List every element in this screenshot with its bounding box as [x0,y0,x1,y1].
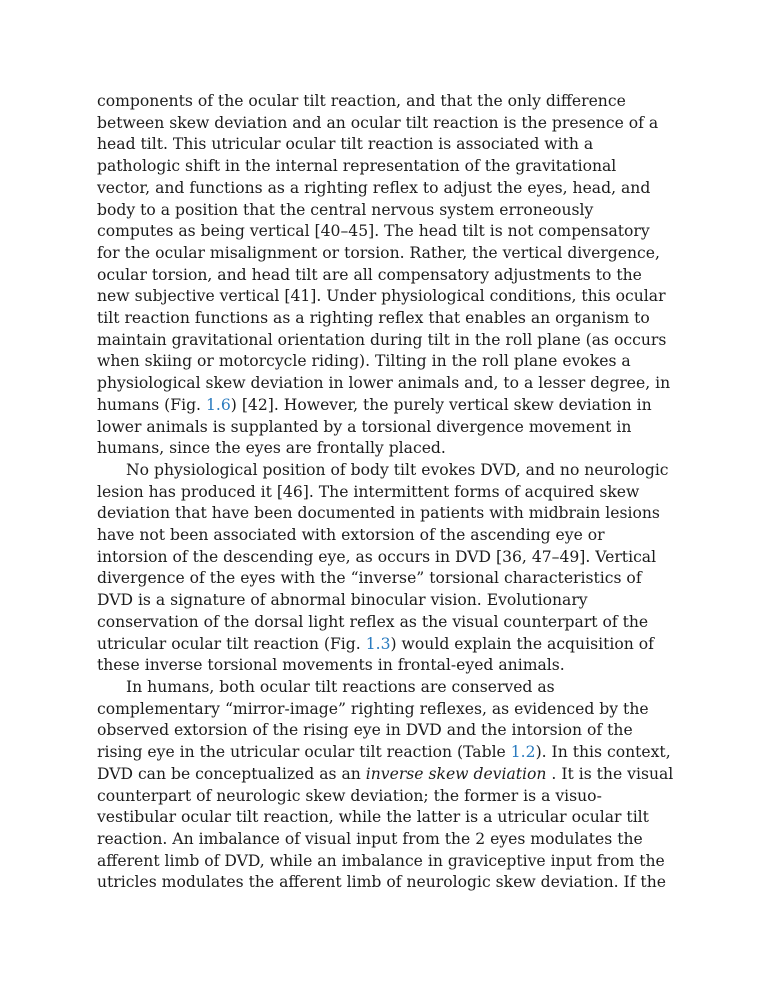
text-run: humans (Fig. [97,395,206,414]
text-run: pathologic shift in the internal representation of the gravitational [97,157,617,176]
text-line [97,720,677,742]
text-run: vector, and functions as a righting reflex to adjust the eyes, head, and [97,178,651,197]
text-run: . It is the visual [546,764,674,783]
text-run: vestibular ocular tilt reaction, while the latter is a utricular ocular tilt [97,808,649,827]
text-line [97,547,677,569]
text-run: complementary “mirror-image” righting reflexes, as evidenced by the [97,699,649,718]
text-run: physiological skew deviation in lower animals and, to a lesser degree, in [97,374,671,393]
text-line [97,699,677,721]
text-run: for the ocular misalignment or torsion. Rather, the vertical divergence, [97,243,660,262]
text-line [97,503,677,525]
text-line [97,851,677,873]
text-run: body to a position that the central nervous system erroneously [97,200,594,219]
text-line [97,612,677,634]
text-run: components of the ocular tilt reaction, and that the only difference [97,92,626,110]
text-line [97,677,677,699]
text-run: new subjective vertical [41]. Under physiological conditions, this ocular [97,287,666,306]
text-run: DVD can be conceptualized as an [97,764,366,783]
text-line [97,286,677,308]
text-line [97,742,677,764]
text-line [97,482,677,504]
text-run: DVD is a signature of abnormal binocular vision. Evolutionary [97,591,588,610]
text-line [97,265,677,287]
text-line [97,373,677,395]
document-page [97,91,677,894]
text-run: observed extorsion of the rising eye in DVD and the intorsion of the [97,721,633,740]
figure-reference-link[interactable]: 1.2 [510,743,536,762]
text-run: rising eye in the utricular ocular tilt reaction (Table [97,743,511,762]
text-line [97,807,677,829]
text-line [97,156,677,178]
text-line [97,134,677,156]
text-run: ) [42]. However, the purely vertical skew deviation in [230,395,652,414]
text-run: lower animals is supplanted by a torsional divergence movement in [97,417,632,436]
text-run: No physiological position of body tilt evokes DVD, and no neurologic [126,460,669,479]
text-run: ). In this context, [535,743,671,762]
text-run: intorsion of the descending eye, as occurs in DVD [36, 47–49]. Vertical [97,547,657,566]
text-run: these inverse torsional movements in frontal-eyed animals. [97,656,565,675]
figure-reference-link[interactable]: 1.6 [205,395,231,414]
text-run: head tilt. This utricular ocular tilt reaction is associated with a [97,135,594,154]
text-line [97,655,677,677]
text-line [97,91,677,113]
text-line [97,330,677,352]
text-run: when skiing or motorcycle riding). Tilting in the roll plane evokes a [97,352,631,371]
text-line [97,764,677,786]
text-line [97,872,677,894]
text-line [97,395,677,417]
text-run: ) would explain the acquisition of [390,634,654,653]
paragraph [97,91,677,460]
text-line [97,525,677,547]
text-run: humans, since the eyes are frontally placed. [97,439,446,458]
text-run: computes as being vertical [40–45]. The head tilt is not compensatory [97,222,650,241]
emphasized-text: inverse skew deviation [365,764,547,783]
text-line [97,590,677,612]
text-run: In humans, both ocular tilt reactions are conserved as [126,677,555,696]
figure-reference-link[interactable]: 1.3 [365,634,391,653]
text-run: deviation that have been documented in patients with midbrain lesions [97,504,660,523]
text-line [97,178,677,200]
paragraph [97,677,677,894]
text-line [97,351,677,373]
text-line [97,417,677,439]
text-line [97,634,677,656]
text-line [97,200,677,222]
paragraph [97,460,677,677]
text-run: tilt reaction functions as a righting reflex that enables an organism to [97,309,650,328]
text-line [97,438,677,460]
text-run: conservation of the dorsal light reflex as the visual counterpart of the [97,612,649,631]
text-line [97,460,677,482]
text-run: maintain gravitational orientation during tilt in the roll plane (as occurs [97,330,667,349]
text-line [97,308,677,330]
text-line [97,113,677,135]
text-run: reaction. An imbalance of visual input from the 2 eyes modulates the [97,829,643,848]
text-line [97,786,677,808]
text-run: utricular ocular tilt reaction (Fig. [97,634,366,653]
text-line [97,568,677,590]
text-run: between skew deviation and an ocular tilt reaction is the presence of a [97,113,659,132]
text-run: have not been associated with extorsion of the ascending eye or [97,526,605,545]
text-run: utricles modulates the afferent limb of neurologic skew deviation. If the [97,873,666,892]
text-run: counterpart of neurologic skew deviation; the former is a visuo- [97,786,602,805]
text-run: divergence of the eyes with the “inverse” torsional characteristics of [97,569,642,588]
text-run: ocular torsion, and head tilt are all compensatory adjustments to the [97,265,642,284]
text-line [97,243,677,265]
text-line [97,829,677,851]
text-line [97,221,677,243]
text-run: afferent limb of DVD, while an imbalance in graviceptive input from the [97,851,665,870]
text-run: lesion has produced it [46]. The intermittent forms of acquired skew [97,482,640,501]
